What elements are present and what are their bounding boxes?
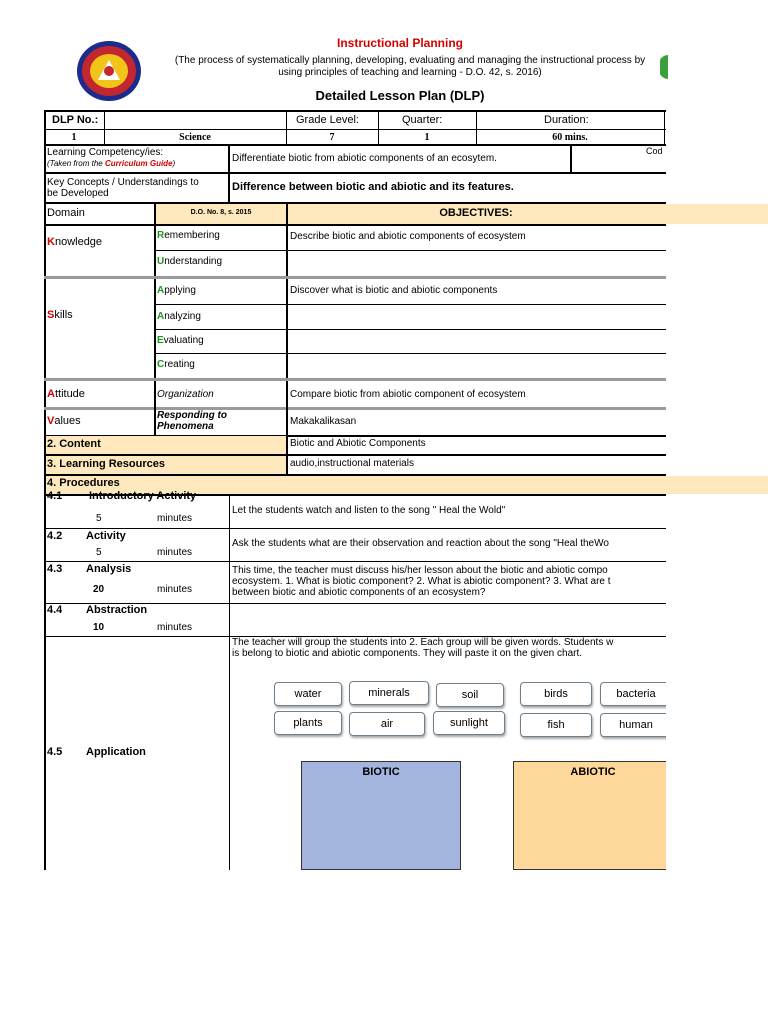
- evaluating-initial: E: [157, 335, 164, 346]
- values-initial: V: [47, 415, 55, 427]
- plan-title: Detailed Lesson Plan (DLP): [315, 88, 485, 103]
- creating-label: [157, 359, 195, 370]
- competency-label: Learning Competency/ies:: [47, 147, 164, 158]
- do-reference: D.O. No. 8, s. 2015: [190, 209, 252, 216]
- skills-initial: S: [47, 309, 55, 321]
- duration-label: Duration:: [544, 114, 589, 126]
- rule: [228, 144, 230, 204]
- abiotic-chart-box: [513, 761, 673, 870]
- rule: [286, 381, 288, 435]
- rule: [44, 454, 666, 456]
- procedure-4-4-title: Abstraction: [86, 604, 148, 616]
- remembering-rest: emembering: [164, 230, 220, 241]
- page-subtitle-line1: (The process of systematically planning, developing, evaluating and managing the instructional process by: [174, 55, 646, 66]
- creating-initial: C: [157, 359, 165, 370]
- word-card-sunlight: sunlight: [433, 711, 505, 735]
- separator: [44, 378, 666, 381]
- evaluating-label: [157, 335, 204, 346]
- procedures-label: 4. Procedures: [47, 477, 120, 489]
- procedure-4-3-text-line1: This time, the teacher must discuss his/her lesson about the biotic and abiotic compo: [232, 565, 608, 576]
- procedure-4-3-minutes: 20: [93, 584, 105, 595]
- grade-level-value: 7: [329, 132, 335, 143]
- quarter-value: 1: [424, 132, 430, 143]
- procedure-4-5-title: Application: [86, 746, 146, 758]
- values-rest: alues: [54, 415, 81, 427]
- procedure-4-3-unit: minutes: [157, 584, 193, 595]
- skills-label: [47, 309, 73, 321]
- procedure-4-1-unit: minutes: [157, 513, 193, 524]
- procedure-4-3-text-line3: between biotic and abiotic components of an ecosystem?: [232, 587, 486, 598]
- analyzing-label: [157, 311, 201, 322]
- page-crop-edge: [666, 110, 768, 204]
- rule: [229, 495, 230, 870]
- rule: [154, 353, 666, 354]
- school-seal-logo: [76, 40, 142, 102]
- rule: [154, 329, 666, 330]
- attitude-initial: A: [47, 388, 55, 400]
- procedure-4-3-title: Analysis: [86, 563, 132, 575]
- applying-initial: A: [157, 285, 165, 296]
- remembering-initial: R: [157, 230, 165, 241]
- biotic-chart-box: [301, 761, 461, 870]
- procedure-4-4-number: 4.4: [47, 604, 63, 616]
- key-concepts-value: Difference between biotic and abiotic and its features.: [232, 181, 514, 193]
- competency-value: Differentiate biotic from abiotic components of an ecosytem.: [232, 153, 497, 164]
- competency-source-prefix: (Taken from the: [47, 159, 105, 168]
- values-level-line2: Phenomena: [157, 421, 214, 432]
- procedure-4-2-number: 4.2: [47, 530, 63, 542]
- content-label: 2. Content: [47, 438, 101, 450]
- procedure-4-1-number: 4.1: [47, 490, 63, 502]
- values-objective: Makakalikasan: [290, 416, 357, 427]
- skills-rest: kills: [54, 309, 73, 321]
- objectives-heading: OBJECTIVES:: [439, 207, 513, 219]
- applying-label: [157, 285, 196, 296]
- word-card-air: air: [349, 712, 425, 736]
- creating-rest: reating: [164, 359, 195, 370]
- procedure-4-2-unit: minutes: [157, 547, 193, 558]
- curriculum-guide-text: Curriculum Guide: [104, 159, 173, 168]
- resources-value: audio,instructional materials: [290, 458, 414, 469]
- analyzing-rest: nalyzing: [164, 311, 201, 322]
- analyzing-initial: A: [157, 311, 165, 322]
- dlp-no-label: DLP No.:: [52, 114, 99, 126]
- attitude-objective: Compare biotic from abiotic component of ecosystem: [290, 389, 526, 400]
- word-card-human: human: [600, 713, 672, 737]
- word-card-bacteria: bacteria: [600, 682, 672, 706]
- grade-level-label: Grade Level:: [296, 114, 359, 126]
- rule: [44, 172, 666, 174]
- competency-source: [47, 159, 175, 168]
- attitude-level: Organization: [157, 389, 214, 400]
- knowledge-label: [47, 236, 102, 248]
- rule: [154, 304, 666, 305]
- word-card-fish: fish: [520, 713, 592, 737]
- procedure-4-1-title: Introductory Activity: [89, 490, 197, 502]
- rule: [44, 561, 666, 562]
- page-subtitle-line2: using principles of teaching and learning - D.O. 42, s. 2016): [278, 67, 542, 78]
- competency-source-suffix: ): [172, 159, 176, 168]
- remembering-objective: Describe biotic and abiotic components of ecosystem: [290, 231, 526, 242]
- rule: [44, 129, 666, 130]
- resources-label: 3. Learning Resources: [47, 458, 165, 470]
- remembering-label: [157, 230, 220, 241]
- key-concepts-label-line1: Key Concepts / Understandings to: [47, 177, 199, 188]
- attitude-label: [47, 388, 85, 400]
- rule: [44, 144, 666, 146]
- separator: [44, 276, 666, 279]
- procedure-4-2-title: Activity: [86, 530, 126, 542]
- evaluating-rest: valuating: [163, 335, 204, 346]
- procedure-4-1-minutes: 5: [96, 513, 102, 524]
- code-label: Cod: [646, 146, 663, 156]
- rule: [286, 435, 288, 474]
- procedure-4-5-number: 4.5: [47, 746, 63, 758]
- applying-objective: Discover what is biotic and abiotic components: [290, 285, 498, 296]
- abiotic-chart-label: ABIOTIC: [570, 766, 616, 778]
- top-border: [44, 110, 666, 112]
- rule: [154, 250, 666, 251]
- biotic-chart-label: BIOTIC: [362, 766, 400, 778]
- applying-rest: pplying: [164, 285, 196, 296]
- procedure-4-1-text: Let the students watch and listen to the song " Heal the Wold": [232, 505, 506, 516]
- separator: [44, 407, 666, 410]
- word-card-water: water: [274, 682, 342, 706]
- attitude-rest: ttitude: [54, 388, 85, 400]
- page-crop-edge: [666, 224, 768, 476]
- procedure-4-2-text: Ask the students what are their observation and reaction about the song "Heal theWo: [232, 538, 609, 549]
- procedure-4-5-text-line1: The teacher will group the students into 2. Each group will be given words. Students w: [232, 637, 614, 648]
- dlp-no-value: 1: [71, 132, 77, 143]
- knowledge-rest: nowledge: [54, 236, 103, 248]
- understanding-label: [157, 256, 222, 267]
- page-title: Instructional Planning: [336, 36, 463, 50]
- rule: [44, 528, 666, 529]
- rule: [44, 224, 666, 226]
- rule: [570, 144, 572, 172]
- procedure-4-4-minutes: 10: [93, 622, 105, 633]
- understanding-rest: nderstanding: [164, 256, 223, 267]
- content-value: Biotic and Abiotic Components: [290, 438, 426, 449]
- quarter-label: Quarter:: [402, 114, 443, 126]
- subject-value: Science: [179, 132, 211, 143]
- procedure-4-5-text-line2: is belong to biotic and abiotic components. They will paste it on the given chart.: [232, 648, 583, 659]
- duration-value: 60 mins.: [552, 132, 588, 143]
- rule: [664, 110, 665, 144]
- page-crop-edge: [666, 494, 768, 874]
- procedure-4-3-text-line2: ecosystem. 1. What is biotic component? 2. What is abiotic component? 3. What are t: [232, 576, 611, 587]
- procedure-4-2-minutes: 5: [96, 547, 102, 558]
- values-label: [47, 415, 81, 427]
- key-concepts-label-line2: be Developed: [47, 188, 109, 199]
- values-level-line1: Responding to: [157, 410, 227, 421]
- knowledge-initial: K: [47, 236, 55, 248]
- rule: [154, 381, 156, 435]
- word-card-plants: plants: [274, 711, 342, 735]
- word-card-minerals: minerals: [349, 681, 429, 705]
- procedure-4-4-unit: minutes: [157, 622, 193, 633]
- word-card-soil: soil: [436, 683, 504, 707]
- procedure-4-3-number: 4.3: [47, 563, 63, 575]
- domain-label: Domain: [47, 207, 85, 219]
- understanding-initial: U: [157, 256, 165, 267]
- word-card-birds: birds: [520, 682, 592, 706]
